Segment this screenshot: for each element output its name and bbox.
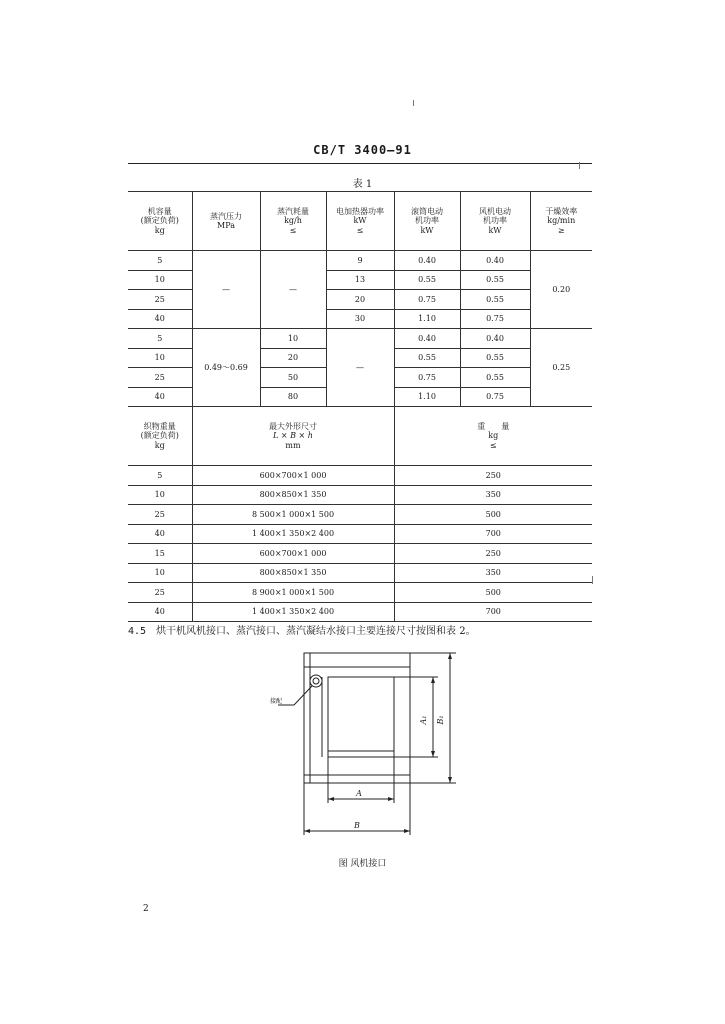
table-row <box>128 602 592 622</box>
scan-speck <box>579 162 580 169</box>
table-row <box>128 524 592 544</box>
cell-steam: — <box>260 251 326 329</box>
scan-speck <box>413 100 414 106</box>
cell-dimensions: 800×850×1 350 <box>192 563 394 583</box>
figure-caption: 图 风机接口 <box>338 859 387 869</box>
header-max-dimensions: 最大外形尺寸 L × B × h mm <box>192 407 394 466</box>
cell-drum: 0.55 <box>394 348 460 368</box>
cell-dimensions: 1 400×1 350×2 400 <box>192 524 394 544</box>
cell-drum: 0.75 <box>394 368 460 388</box>
cell-fan: 0.75 <box>460 309 530 329</box>
table-caption: 表 1 <box>352 179 373 190</box>
cell-efficiency: 0.20 <box>530 251 592 329</box>
cell-weight: 250 <box>394 544 592 564</box>
cell-capacity: 5 <box>128 251 192 271</box>
cell-efficiency: 0.25 <box>530 329 592 407</box>
cell-heater: 20 <box>326 290 394 310</box>
cell-heater: — <box>326 329 394 407</box>
cell-fan: 0.40 <box>460 251 530 271</box>
bolt-hole <box>310 675 322 687</box>
cell-fabric-weight: 10 <box>128 485 192 505</box>
header-drum-motor: 滚筒电动 机功率 kW <box>394 192 460 251</box>
table-row <box>128 485 592 505</box>
header-weight: 重 量 kg ≤ <box>394 407 592 466</box>
dim-b1-label: B₁ <box>436 715 445 725</box>
callout-label: 接配 <box>270 698 283 705</box>
cell-fan: 0.40 <box>460 329 530 349</box>
cell-drum: 1.10 <box>394 309 460 329</box>
cell-weight: 700 <box>394 524 592 544</box>
cell-steam: 10 <box>260 329 326 349</box>
table-row <box>128 251 592 271</box>
cell-fan: 0.55 <box>460 348 530 368</box>
cell-dimensions: 1 400×1 350×2 400 <box>192 602 394 622</box>
cell-steam: 80 <box>260 387 326 407</box>
dim-a1-label: A₁ <box>419 715 428 725</box>
cell-pressure: 0.49～0.69 <box>192 329 260 407</box>
cell-fan: 0.55 <box>460 368 530 388</box>
cell-heater: 30 <box>326 309 394 329</box>
header-fan-motor: 风机电动 机功率 kW <box>460 192 530 251</box>
page-number: 2 <box>143 904 149 914</box>
header-steam-consumption: 蒸汽耗量 kg/h ≤ <box>260 192 326 251</box>
cell-fan: 0.55 <box>460 290 530 310</box>
cell-capacity: 40 <box>128 387 192 407</box>
cell-dimensions: 8 500×1 000×1 500 <box>192 505 394 525</box>
cell-weight: 350 <box>394 485 592 505</box>
cell-fan: 0.75 <box>460 387 530 407</box>
table-row <box>128 583 592 603</box>
table-row <box>128 329 592 349</box>
lower-header-row <box>128 407 592 466</box>
cell-capacity: 5 <box>128 329 192 349</box>
cell-dimensions: 8 900×1 000×1 500 <box>192 583 394 603</box>
table-row <box>128 466 592 486</box>
table-row <box>128 544 592 564</box>
cell-capacity: 25 <box>128 368 192 388</box>
header-steam-pressure: 蒸汽压力 MPa <box>192 192 260 251</box>
cell-weight: 700 <box>394 602 592 622</box>
header-fabric-weight: 织物重量 (额定负荷) kg <box>128 407 192 466</box>
upper-header-row <box>128 192 592 251</box>
cell-heater: 9 <box>326 251 394 271</box>
cell-dimensions: 800×850×1 350 <box>192 485 394 505</box>
dim-b-label: B <box>354 821 360 830</box>
cell-fabric-weight: 25 <box>128 583 192 603</box>
cell-fabric-weight: 10 <box>128 563 192 583</box>
cell-weight: 500 <box>394 505 592 525</box>
cell-steam: 50 <box>260 368 326 388</box>
cell-drum: 0.75 <box>394 290 460 310</box>
header-rule <box>128 163 592 164</box>
clause-text: 烘干机风机接口、蒸汽接口、蒸汽凝结水接口主要连接尺寸按图和表 2。 <box>156 626 476 637</box>
cell-weight: 250 <box>394 466 592 486</box>
cell-heater: 13 <box>326 270 394 290</box>
header-capacity: 机容量 (额定负荷) kg <box>128 192 192 251</box>
inner-opening <box>328 677 394 757</box>
clause-number: 4.5 <box>128 626 147 637</box>
cell-pressure: — <box>192 251 260 329</box>
header-drying-efficiency: 干燥效率 kg/min ≥ <box>530 192 592 251</box>
header-heater-power: 电加热器功率 kW ≤ <box>326 192 394 251</box>
cell-drum: 0.55 <box>394 270 460 290</box>
cell-capacity: 40 <box>128 309 192 329</box>
cell-drum: 0.40 <box>394 329 460 349</box>
fan-interface-figure <box>260 645 470 845</box>
table-row <box>128 563 592 583</box>
cell-dimensions: 600×700×1 000 <box>192 466 394 486</box>
cell-fan: 0.55 <box>460 270 530 290</box>
cell-fabric-weight: 40 <box>128 602 192 622</box>
table-row <box>128 505 592 525</box>
cell-dimensions: 600×700×1 000 <box>192 544 394 564</box>
cell-capacity: 10 <box>128 348 192 368</box>
cell-drum: 1.10 <box>394 387 460 407</box>
standard-number: CB/T 3400—91 <box>313 143 412 157</box>
cell-capacity: 25 <box>128 290 192 310</box>
cell-weight: 350 <box>394 563 592 583</box>
cell-capacity: 10 <box>128 270 192 290</box>
cell-drum: 0.40 <box>394 251 460 271</box>
cell-fabric-weight: 40 <box>128 524 192 544</box>
cell-fabric-weight: 15 <box>128 544 192 564</box>
cell-weight: 500 <box>394 583 592 603</box>
table-1 <box>128 191 592 622</box>
cell-fabric-weight: 5 <box>128 466 192 486</box>
dim-a-label: A <box>356 789 362 798</box>
cell-fabric-weight: 25 <box>128 505 192 525</box>
clause-4-5 <box>128 622 476 637</box>
scan-speck <box>592 576 593 584</box>
cell-steam: 20 <box>260 348 326 368</box>
